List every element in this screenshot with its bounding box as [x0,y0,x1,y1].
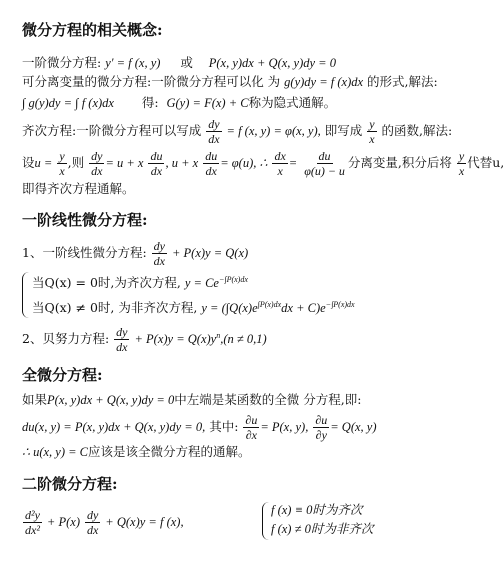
math-text: 2、贝努力方程: [22,331,110,346]
math-text [152,240,167,267]
math-text: = Q(x, y) [330,420,377,434]
numerator: ∂u [245,413,258,427]
math-text [85,509,100,536]
denominator: dx [205,164,217,178]
line-substitution [22,150,504,177]
line-second-order [22,509,184,536]
math-text [313,414,329,441]
formula: ∫ g(y)dy = ∫ f (x)dx [22,96,114,110]
math-text: = φ(u), ∴ [220,156,268,170]
math-text: n [216,330,221,340]
numerator: dx [274,149,286,163]
math-text: P(x, y)dx + Q(x, y)dy = 0 [47,393,175,407]
line-exact-solution [22,445,251,459]
math-text: 当Q(x) ≠ 0时, 为非齐次方程, [32,300,198,316]
math-text: f (x) ≠ 0时为非齐次 [271,522,374,536]
brace [262,502,269,540]
numerator: y [59,149,65,163]
section-title-concepts: 微分方程的相关概念: [22,21,163,39]
denominator: x [277,164,283,178]
formula: y′ = f (x, y) [105,56,161,70]
denominator: dx [86,523,99,537]
denominator: dx [116,340,128,354]
line-first-order [22,56,336,70]
math-text [243,414,259,441]
math-text: f (x) ≡ 0时为齐次 [271,503,363,517]
brace [22,272,29,318]
denominator: dx [153,254,165,268]
line-homogeneous [22,118,452,145]
numerator: dy [116,325,128,339]
math-text [23,509,42,536]
numerator: dy [208,117,220,131]
numerator: d²y [25,508,40,522]
math-text [89,150,104,177]
denominator: x [369,132,375,146]
text: 可分离变量的微分方程:一阶微分方程可以化 为 [22,74,281,89]
text: 齐次方程:一阶微分方程可以写成 [22,123,202,138]
denominator: dx [91,164,103,178]
math-text: 1、一阶线性微分方程: [22,245,147,260]
frac-dy-dx [206,118,221,145]
line-implicit [22,96,336,110]
math-text: u = [34,156,53,170]
math-text: ∴ u(x, y) = C [22,445,89,459]
line-bernoulli [22,326,267,353]
denominator: x [59,164,65,178]
math-text: = u + x [105,156,144,170]
math-text: + P(x)y = Q(x) [171,246,249,260]
denominator: ∂y [315,428,327,442]
math-text: 其中: [209,419,239,434]
numerator: y [369,117,375,131]
numerator: ∂u [315,413,328,427]
denominator: dx [150,164,163,178]
section-title-exact: 全微分方程: [22,366,103,384]
math-text: 如果 [22,392,48,407]
math-text: 设 [22,155,35,170]
line-homog-solution: 即得齐次方程通解。 [22,181,135,196]
denominator: x [458,164,465,178]
section-title-linear: 一阶线性微分方程: [22,211,148,229]
math-text [203,150,219,177]
math-text: ∫P(x)dx [257,300,282,309]
math-text: 代替u, [467,155,504,170]
text: 得: [141,95,159,110]
math-text [457,150,466,177]
math-text: −∫P(x)dx [325,300,355,309]
line-exact-du [22,414,377,441]
line-f-nonzero [271,522,373,536]
math-text: + Q(x)y = f (x), [105,515,184,529]
text: 的形式,解法: [367,74,438,89]
math-text: 中左端是某函数的全微 分方程,即: [174,392,362,407]
math-text: y = (∫Q(x)e [201,301,258,316]
line-exact-intro [22,393,361,407]
math-text [272,150,287,177]
math-text: + P(x)y = Q(x)y [134,332,217,346]
denominator: φ(u) − u [304,164,345,178]
numerator: dy [153,239,165,253]
math-text: 当Q(x) = 0时,为齐次方程, [32,275,181,291]
math-text: y = Ce [184,276,219,291]
text: 称为隐式通解。 [248,95,337,110]
denominator: ∂x [245,428,257,442]
denominator: dx² [25,523,40,537]
formula: G(y) = F(x) + C [166,96,249,110]
line-homog-case [32,275,248,291]
math-text: du(x, y) = P(x, y)dx + Q(x, y)dy = 0, [22,420,206,434]
formula: P(x, y)dx + Q(x, y)dy = 0 [208,56,336,70]
formula: = f (x, y) = φ(x, y), [226,124,321,138]
math-text: ,则 [67,155,85,170]
numerator: du [150,149,163,163]
text: 即写成 [324,123,363,138]
numerator: du [318,149,331,163]
line-linear-eq [22,240,248,267]
numerator: y [458,149,465,163]
text: 的函数,解法: [381,123,453,138]
line-f-zero [271,503,362,517]
denominator: dx [208,132,220,146]
math-text: −∫P(x)dx [218,275,248,284]
text: 一阶微分方程: [22,55,102,70]
math-text [302,150,347,177]
numerator: dy [86,508,99,522]
math-text: = P(x, y), [260,420,309,434]
formula: g(y)dy = f (x)dx [284,75,364,89]
section-title-second-order: 二阶微分方程: [22,475,118,493]
numerator: dy [91,149,103,163]
math-text: 应该是该全微分方程的通解。 [88,444,251,459]
math-text: dx + C)e [281,301,326,316]
math-text: = [288,156,298,170]
math-text [57,150,66,177]
line-separable [22,75,438,89]
math-text: 分离变量,积分后将 [347,155,452,170]
frac-y-x [367,118,376,145]
math-text [114,326,129,353]
math-text: ,(n ≠ 0,1) [220,332,267,346]
math-text: , u + x [165,156,199,170]
math-text [148,150,164,177]
text: 或 [180,55,193,70]
line-nonhomog-case [32,300,355,316]
numerator: du [205,149,218,163]
math-text: + P(x) [46,515,80,529]
